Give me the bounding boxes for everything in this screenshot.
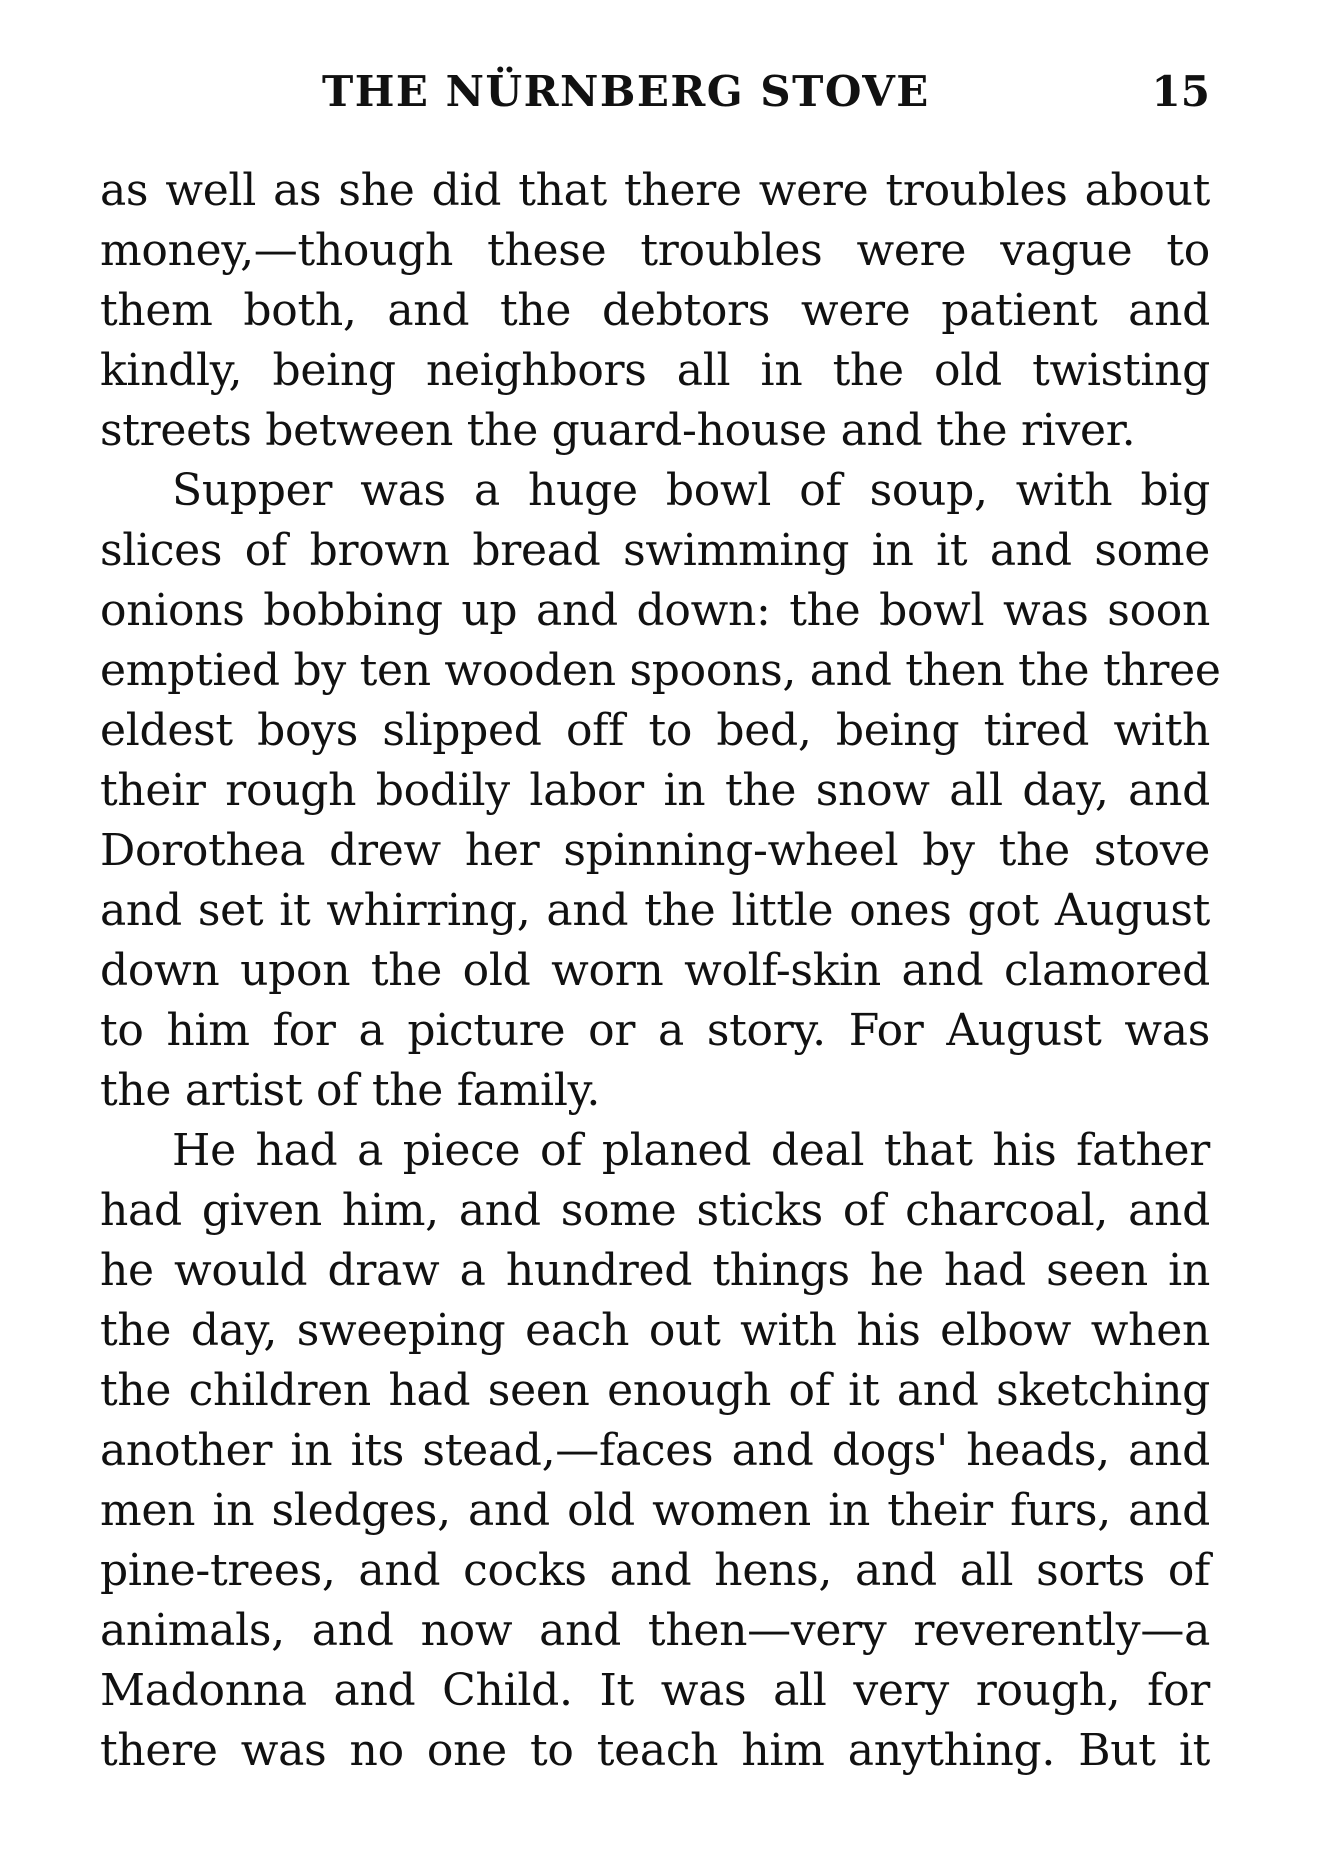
text-line: Madonna and Child. It was all very rough, for (100, 1665, 1210, 1716)
text-line: He had a piece of planed deal that his father (172, 1125, 1210, 1176)
text-line: had given him, and some sticks of charcoal, and (100, 1185, 1210, 1236)
text-line: money,—though these troubles were vague to (100, 225, 1210, 276)
text-line: animals, and now and then—very reverently—a (100, 1605, 1210, 1656)
running-head (100, 62, 1210, 122)
text-line: onions bobbing up and down: the bowl was soon (100, 585, 1210, 636)
text-line: kindly, being neighbors all in the old twisting (100, 345, 1210, 396)
text-line: Supper was a huge bowl of soup, with big (172, 465, 1210, 516)
text-line: pine-trees, and cocks and hens, and all sorts of (100, 1545, 1210, 1596)
running-title: THE NÜRNBERG STOVE (322, 67, 930, 116)
text-line: he would draw a hundred things he had seen in (100, 1245, 1210, 1296)
text-line: to him for a picture or a story. For August was (100, 1005, 1210, 1056)
text-line: another in its stead,—faces and dogs' heads, and (100, 1425, 1210, 1476)
text-line: down upon the old worn wolf-skin and clamored (100, 945, 1210, 996)
text-line: them both, and the debtors were patient and (100, 285, 1210, 336)
text-line: emptied by ten wooden spoons, and then the three (100, 645, 1221, 696)
text-line: as well as she did that there were troubles about (100, 165, 1210, 216)
text-line: their rough bodily labor in the snow all day, and (100, 765, 1210, 816)
text-line: the day, sweeping each out with his elbow when (100, 1305, 1210, 1356)
text-line: streets between the guard-house and the river. (100, 405, 1136, 456)
text-line: Dorothea drew her spinning-wheel by the stove (100, 825, 1210, 876)
text-line: and set it whirring, and the little ones got August (100, 885, 1210, 936)
body-text (100, 161, 1221, 1781)
text-line: men in sledges, and old women in their furs, and (100, 1485, 1210, 1536)
text-line: eldest boys slipped off to bed, being tired with (100, 705, 1210, 756)
text-line: slices of brown bread swimming in it and some (100, 525, 1210, 576)
text-line: the artist of the family. (100, 1065, 601, 1116)
text-line: there was no one to teach him anything. But it (100, 1725, 1210, 1776)
text-line: the children had seen enough of it and sketching (100, 1365, 1210, 1416)
page-number: 15 (1151, 67, 1210, 116)
